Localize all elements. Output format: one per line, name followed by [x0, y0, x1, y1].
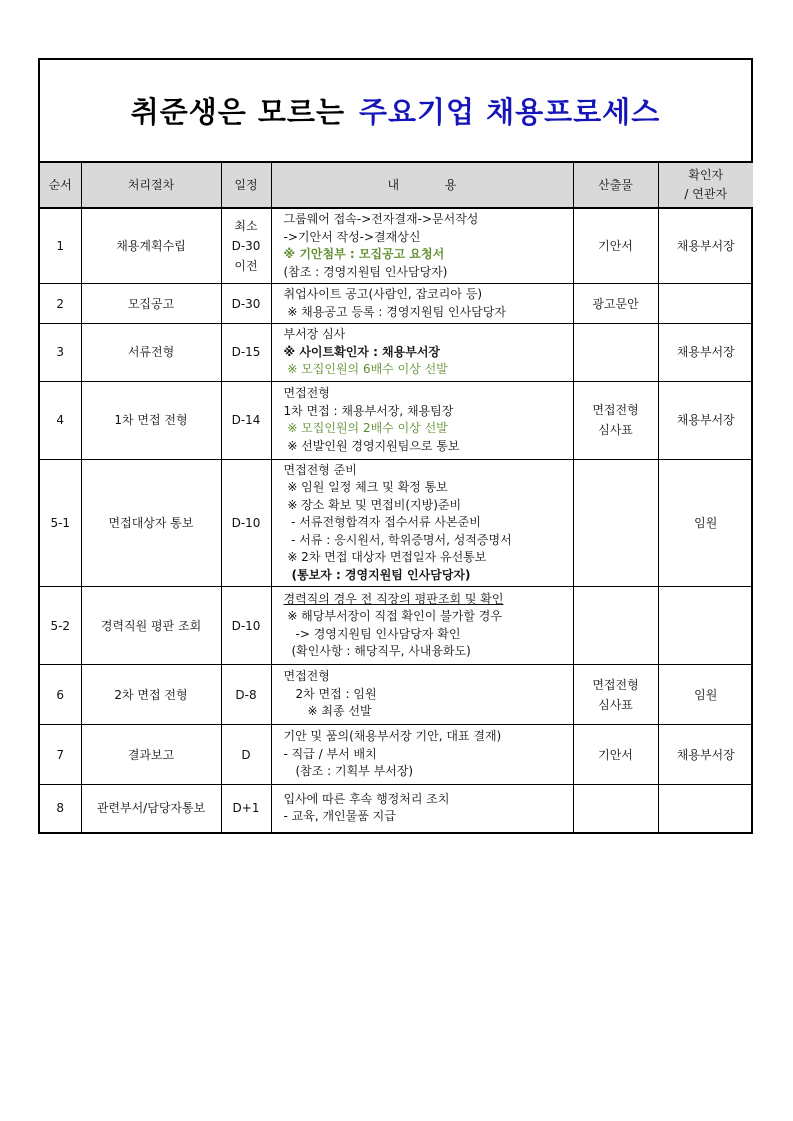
output-line: 면접전형 — [592, 403, 639, 417]
table-row — [40, 208, 753, 284]
schedule-line: D-30 — [231, 239, 261, 253]
document-title — [40, 60, 751, 163]
seq-cell: 3 — [40, 324, 81, 382]
process-table — [40, 163, 753, 832]
output-cell — [573, 459, 658, 587]
table-row — [40, 785, 753, 832]
output-cell — [573, 208, 658, 284]
process-document — [38, 58, 753, 834]
header-schedule: 일정 — [221, 163, 271, 208]
table-row — [40, 324, 753, 382]
content-line: ※ 장소 확보 및 면접비(지방)준비 — [283, 497, 462, 512]
schedule-line: D-15 — [231, 345, 261, 360]
schedule-line: D — [241, 747, 251, 762]
table-row — [40, 587, 753, 665]
step-cell: 2차 면접 전형 — [81, 665, 221, 725]
content-line: 경력직의 경우 전 직장의 평판조회 및 확인 — [283, 591, 504, 606]
seq-cell: 5-1 — [40, 459, 81, 587]
seq-cell: 4 — [40, 381, 81, 459]
content-line: 기안 및 품의(채용부서장 기안, 대표 결재) — [283, 729, 502, 744]
seq-cell: 7 — [40, 725, 81, 785]
step-cell: 모집공고 — [81, 284, 221, 324]
content-line: 2차 면접 : 임원 — [295, 686, 377, 701]
confirm-cell: 채용부서장 — [658, 381, 753, 459]
confirm-cell — [658, 785, 753, 832]
schedule-line: D-30 — [231, 296, 261, 311]
confirm-cell: 임원 — [658, 665, 753, 725]
seq-cell: 8 — [40, 785, 81, 832]
content-line: - 교육, 개인물품 지급 — [283, 809, 396, 824]
confirm-cell: 채용부서장 — [658, 725, 753, 785]
output-cell — [573, 284, 658, 324]
seq-cell: 6 — [40, 665, 81, 725]
title-part2: 주요기업 채용프로세스 — [358, 95, 661, 129]
header-row — [40, 163, 753, 208]
content-line: ※ 기안첨부 : 모집공고 요청서 — [283, 247, 445, 261]
confirm-cell — [658, 587, 753, 665]
confirm-cell — [658, 284, 753, 324]
schedule-line: D+1 — [232, 801, 260, 816]
content-line: 면접전형 — [283, 386, 330, 400]
confirm-cell: 채용부서장 — [658, 208, 753, 284]
confirm-cell: 임원 — [658, 459, 753, 587]
content-line: - 직급 / 부서 배치 — [283, 746, 377, 761]
content-cell — [271, 785, 573, 832]
schedule-cell — [221, 785, 271, 832]
step-cell: 채용계획수립 — [81, 208, 221, 284]
header-confirm-line1: 확인자 — [688, 168, 724, 182]
content-line: 부서장 심사 — [283, 327, 346, 341]
content-line: (확인사항 : 해당직무, 사내융화도) — [291, 644, 471, 658]
content-cell — [271, 284, 573, 324]
content-line: - 서류전형합격자 접수서류 사본준비 — [283, 515, 481, 529]
schedule-cell — [221, 725, 271, 785]
content-line: -> 경영지원팀 인사담당자 확인 — [295, 626, 461, 641]
content-line: ※ 선발인원 경영지원팀으로 통보 — [283, 438, 460, 453]
content-line: ※ 최종 선발 — [307, 704, 372, 719]
content-cell — [271, 381, 573, 459]
seq-cell: 5-2 — [40, 587, 81, 665]
content-line: ->기안서 작성->결재상신 — [283, 229, 421, 244]
schedule-line: D-14 — [231, 413, 261, 427]
content-cell — [271, 459, 573, 587]
content-cell — [271, 665, 573, 725]
step-cell: 1차 면접 전형 — [81, 381, 221, 459]
content-cell — [271, 587, 573, 665]
header-step: 처리절차 — [81, 163, 221, 208]
step-cell: 관련부서/담당자통보 — [81, 785, 221, 832]
content-line: - 서류 : 응시원서, 학위증명서, 성적증명서 — [283, 532, 512, 547]
output-line: 면접전형 — [592, 677, 639, 692]
content-cell — [271, 324, 573, 382]
content-line: ※ 모집인원의 2배수 이상 선발 — [283, 421, 448, 435]
output-cell — [573, 725, 658, 785]
content-line: ※ 사이트확인자 : 채용부서장 — [283, 344, 441, 359]
confirm-cell: 채용부서장 — [658, 324, 753, 382]
schedule-cell — [221, 587, 271, 665]
seq-cell: 2 — [40, 284, 81, 324]
header-output: 산출물 — [573, 163, 658, 208]
output-cell — [573, 587, 658, 665]
output-line: 심사표 — [598, 697, 633, 712]
content-line: 그룹웨어 접속->전자결재->문서작성 — [283, 212, 479, 226]
table-row — [40, 665, 753, 725]
header-confirm — [658, 163, 753, 208]
content-line: ※ 모집인원의 6배수 이상 선발 — [283, 362, 448, 376]
output-line: 광고문안 — [592, 296, 639, 311]
output-cell — [573, 324, 658, 382]
schedule-cell — [221, 208, 271, 284]
schedule-line: D-10 — [231, 618, 261, 633]
step-cell: 면접대상자 통보 — [81, 459, 221, 587]
content-line: ※ 채용공고 등록 : 경영지원팀 인사담당자 — [283, 304, 506, 319]
table-row — [40, 459, 753, 587]
header-seq: 순서 — [40, 163, 81, 208]
output-line: 기안서 — [598, 747, 633, 762]
table-row — [40, 284, 753, 324]
table-row — [40, 381, 753, 459]
schedule-line: 이전 — [234, 259, 258, 273]
output-cell — [573, 665, 658, 725]
step-cell: 서류전형 — [81, 324, 221, 382]
schedule-cell — [221, 381, 271, 459]
content-line: ※ 2차 면접 대상자 면접일자 유선통보 — [283, 550, 487, 564]
header-content: 내 용 — [271, 163, 573, 208]
step-cell: 결과보고 — [81, 725, 221, 785]
schedule-line: 최소 — [234, 219, 258, 233]
schedule-cell — [221, 459, 271, 587]
step-cell: 경력직원 평판 조회 — [81, 587, 221, 665]
schedule-cell — [221, 665, 271, 725]
schedule-cell — [221, 324, 271, 382]
content-line: 1차 면접 : 채용부서장, 채용팀장 — [283, 403, 454, 418]
header-confirm-line2: / 연관자 — [684, 187, 728, 201]
content-line: (통보자 : 경영지원팀 인사담당자) — [291, 567, 471, 582]
output-cell — [573, 381, 658, 459]
schedule-line: D-8 — [235, 687, 257, 702]
content-cell — [271, 725, 573, 785]
output-line: 기안서 — [598, 239, 633, 253]
schedule-line: D-10 — [231, 515, 261, 530]
table-row — [40, 725, 753, 785]
output-cell — [573, 785, 658, 832]
content-line: 입사에 따른 후속 행정처리 조치 — [283, 791, 450, 806]
content-line: ※ 해당부서장이 직접 확인이 불가할 경우 — [283, 609, 502, 623]
output-line: 심사표 — [598, 423, 633, 437]
content-line: 취업사이트 공고(사람인, 잡코리아 등) — [283, 287, 483, 301]
seq-cell: 1 — [40, 208, 81, 284]
content-line: (참조 : 기획부 부서장) — [295, 764, 414, 779]
schedule-cell — [221, 284, 271, 324]
content-line: ※ 임원 일정 체크 및 확정 통보 — [283, 480, 448, 494]
content-line: (참조 : 경영지원팀 인사담당자) — [283, 264, 448, 279]
content-cell — [271, 208, 573, 284]
content-line: 면접전형 — [283, 669, 330, 684]
content-line: 면접전형 준비 — [283, 462, 357, 477]
title-part1: 취준생은 모르는 — [130, 95, 345, 129]
